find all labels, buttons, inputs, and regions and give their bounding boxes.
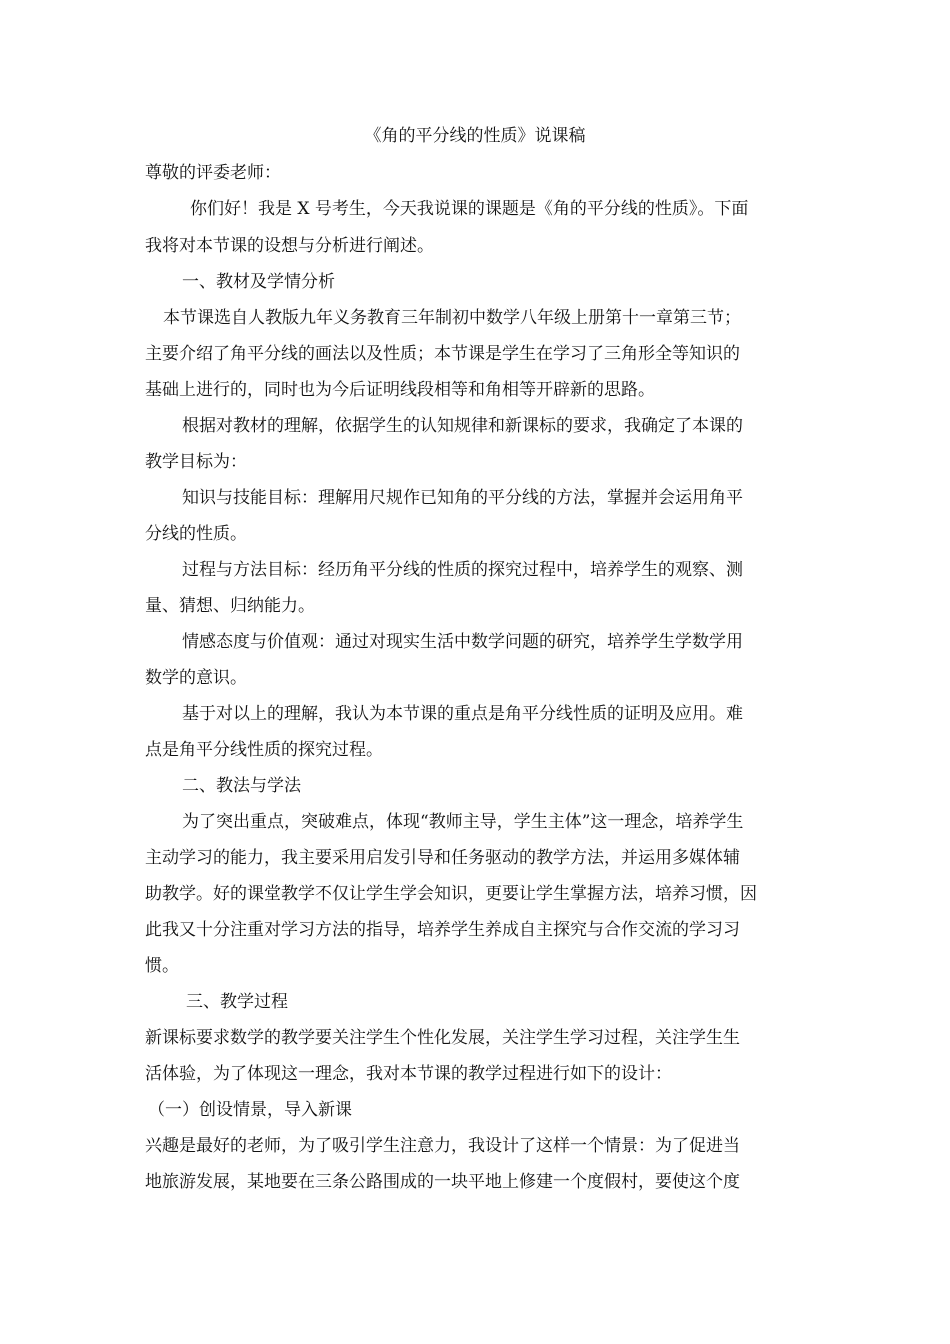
paragraph-line: 量、猜想、归纳能力。 xyxy=(145,596,315,616)
paragraph-line: 助教学。好的课堂教学不仅让学生学会知识，更要让学生掌握方法，培养习惯，因 xyxy=(145,884,757,904)
paragraph-line: 我将对本节课的设想与分析进行阐述。 xyxy=(145,236,434,256)
paragraph-line: 兴趣是最好的老师，为了吸引学生注意力，我设计了这样一个情景：为了促进当 xyxy=(145,1136,740,1156)
paragraph-line: 你们好！我是 X 号考生，今天我说课的课题是《角的平分线的性质》。下面 xyxy=(190,199,749,219)
subsection-heading: （一）创设情景，导入新课 xyxy=(148,1100,352,1120)
paragraph-line: 教学目标为： xyxy=(145,452,247,472)
salutation: 尊敬的评委老师： xyxy=(145,163,281,183)
paragraph-line: 数学的意识。 xyxy=(145,668,247,688)
paragraph-line: 基础上进行的，同时也为今后证明线段相等和角相等开辟新的思路。 xyxy=(145,380,655,400)
paragraph-line: 主动学习的能力，我主要采用启发引导和任务驱动的教学方法，并运用多媒体辅 xyxy=(145,848,740,868)
paragraph-line: 新课标要求数学的教学要关注学生个性化发展，关注学生学习过程，关注学生生 xyxy=(145,1028,740,1048)
paragraph-line: 根据对教材的理解，依据学生的认知规律和新课标的要求，我确定了本课的 xyxy=(182,416,743,436)
paragraph-line: 惯。 xyxy=(145,956,179,976)
paragraph-line: 分线的性质。 xyxy=(145,524,247,544)
section-heading: 一、教材及学情分析 xyxy=(182,272,335,292)
document-title: 《角的平分线的性质》说课稿 xyxy=(364,126,586,146)
paragraph-line: 点是角平分线性质的探究过程。 xyxy=(145,740,383,760)
paragraph-line: 主要介绍了角平分线的画法以及性质；本节课是学生在学习了三角形全等知识的 xyxy=(145,344,740,364)
paragraph-line: 过程与方法目标：经历角平分线的性质的探究过程中，培养学生的观察、测 xyxy=(182,560,743,580)
section-heading: 三、教学过程 xyxy=(186,992,288,1012)
paragraph-line: 此我又十分注重对学习方法的指导，培养学生养成自主探究与合作交流的学习习 xyxy=(145,920,740,940)
paragraph-line: 知识与技能目标：理解用尺规作已知角的平分线的方法，掌握并会运用角平 xyxy=(182,488,743,508)
section-heading: 二、教法与学法 xyxy=(182,776,301,796)
paragraph-line: 本节课选自人教版九年义务教育三年制初中数学八年级上册第十一章第三节； xyxy=(163,308,741,328)
paragraph-line: 活体验，为了体现这一理念，我对本节课的教学过程进行如下的设计： xyxy=(145,1064,672,1084)
paragraph-line: 地旅游发展，某地要在三条公路围成的一块平地上修建一个度假村，要使这个度 xyxy=(145,1172,740,1192)
paragraph-line: 为了突出重点，突破难点，体现“教师主导，学生主体”这一理念，培养学生 xyxy=(182,812,744,832)
paragraph-line: 情感态度与价值观：通过对现实生活中数学问题的研究，培养学生学数学用 xyxy=(182,632,743,652)
paragraph-line: 基于对以上的理解，我认为本节课的重点是角平分线性质的证明及应用。难 xyxy=(182,704,743,724)
